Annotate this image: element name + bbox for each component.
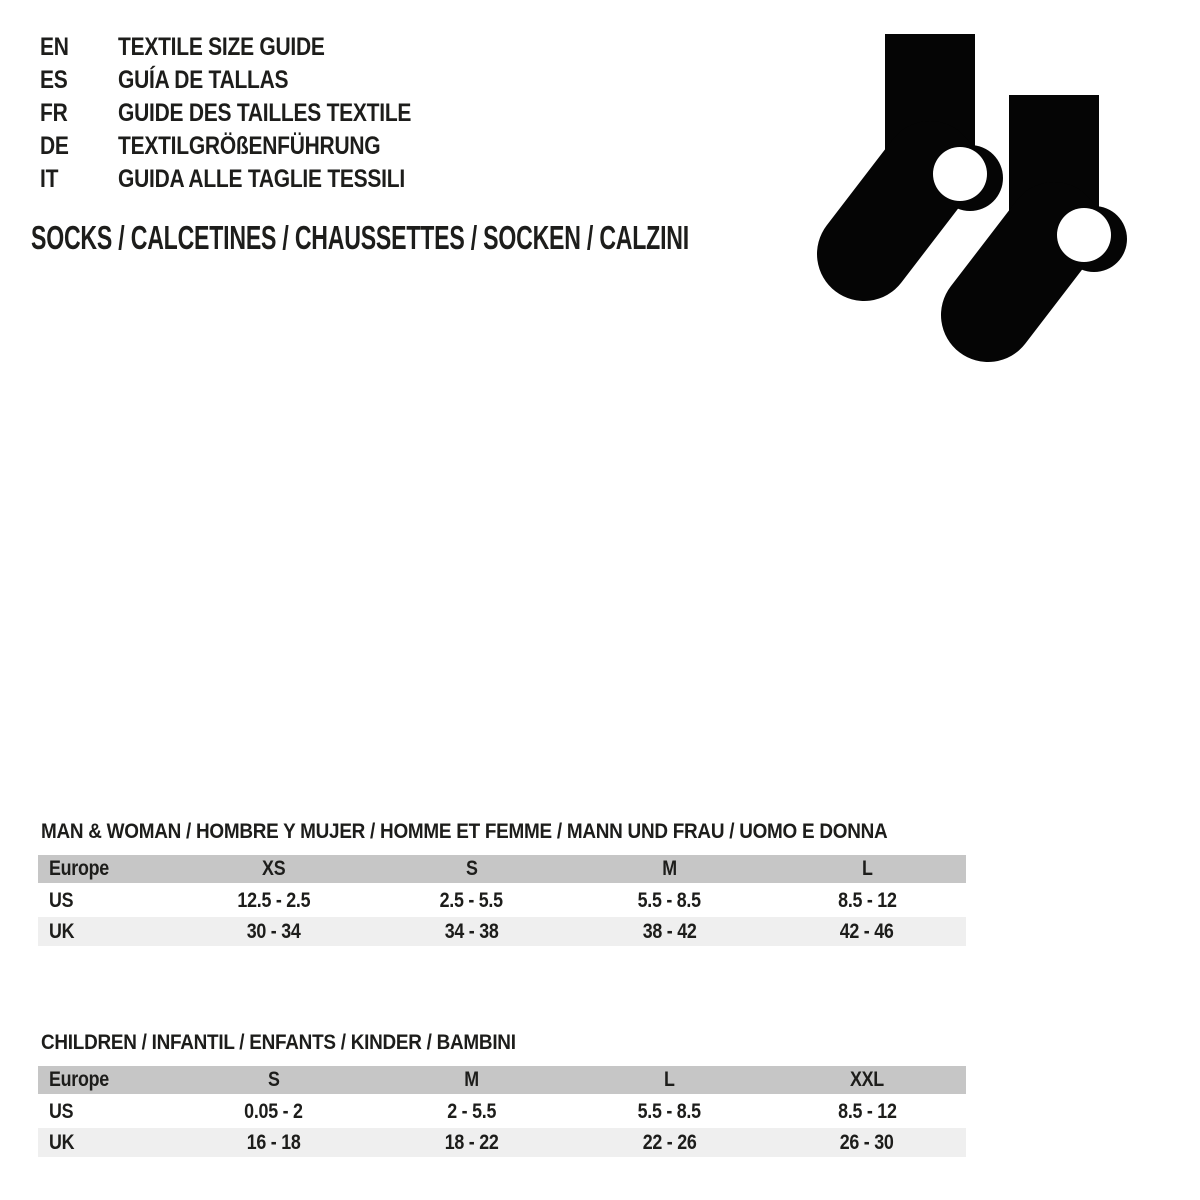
- language-row-es: [40, 64, 467, 97]
- size-cell: 8.5 - 12: [837, 888, 897, 912]
- language-row-fr: [40, 97, 467, 130]
- size-table-children: [38, 1066, 966, 1157]
- header-cell-region: Europe: [49, 857, 109, 880]
- language-label: TEXTILE SIZE GUIDE: [118, 33, 325, 61]
- header-cell-size: S: [465, 857, 478, 880]
- language-code: IT: [40, 165, 59, 193]
- header-cell-size: M: [464, 1068, 479, 1091]
- size-cell: 2.5 - 5.5: [440, 888, 504, 912]
- header-cell-size: M: [662, 857, 677, 880]
- header-cell-size: L: [861, 857, 873, 880]
- language-code: FR: [40, 99, 68, 127]
- header-cell-size: S: [268, 1068, 280, 1091]
- language-label: GUIDE DES TAILLES TEXTILE: [118, 99, 412, 127]
- table-header-row: [38, 1066, 966, 1094]
- size-cell: 0.05 - 2: [244, 1099, 304, 1123]
- row-label: UK: [49, 1130, 75, 1154]
- size-cell: 38 - 42: [642, 919, 697, 943]
- table-row-uk: [38, 917, 966, 946]
- size-cell: 5.5 - 8.5: [637, 888, 701, 912]
- size-table-adults: [38, 855, 966, 946]
- size-cell: 22 - 26: [642, 1130, 697, 1154]
- category-title: SOCKS / CALCETINES / CHAUSSETTES / SOCKEN / CALZINI: [31, 218, 689, 256]
- table-row-us: [38, 886, 966, 915]
- size-cell: 5.5 - 8.5: [637, 1099, 701, 1123]
- size-cell: 16 - 18: [246, 1130, 301, 1154]
- language-row-it: [40, 163, 467, 196]
- header-cell-region: Europe: [49, 1068, 109, 1091]
- size-cell: 30 - 34: [246, 919, 301, 943]
- adults-size-section: [38, 819, 966, 946]
- sock-shape-right: [988, 95, 1127, 315]
- language-code: DE: [40, 132, 69, 160]
- size-cell: 42 - 46: [840, 919, 895, 943]
- row-label: UK: [49, 919, 75, 943]
- language-code: EN: [40, 33, 69, 61]
- language-label: TEXTILGRÖßENFÜHRUNG: [118, 132, 381, 160]
- row-label: US: [49, 1099, 74, 1123]
- row-label: US: [49, 888, 74, 912]
- language-row-en: [40, 31, 467, 64]
- size-cell: 2 - 5.5: [447, 1099, 497, 1123]
- children-size-section: [38, 1030, 966, 1157]
- size-cell: 12.5 - 2.5: [237, 888, 311, 912]
- table-row-uk: [38, 1128, 966, 1157]
- table-row-us: [38, 1097, 966, 1126]
- table-header-row: [38, 855, 966, 883]
- language-code: ES: [40, 66, 68, 94]
- header-cell-size: XS: [262, 857, 286, 880]
- size-cell: 34 - 38: [444, 919, 499, 943]
- size-cell: 8.5 - 12: [837, 1099, 897, 1123]
- language-label: GUÍA DE TALLAS: [118, 66, 289, 94]
- socks-icon: [800, 34, 1135, 366]
- language-guide-list: [40, 31, 467, 196]
- header-cell-size: L: [664, 1068, 675, 1091]
- language-label: GUIDA ALLE TAGLIE TESSILI: [118, 165, 405, 193]
- adults-table-title: MAN & WOMAN / HOMBRE Y MUJER / HOMME ET FEMME / MANN UND FRAU / UOMO E DONNA: [41, 819, 888, 843]
- size-cell: 26 - 30: [840, 1130, 895, 1154]
- children-table-title: CHILDREN / INFANTIL / ENFANTS / KINDER / BAMBINI: [41, 1030, 516, 1054]
- language-row-de: [40, 130, 467, 163]
- size-cell: 18 - 22: [444, 1130, 499, 1154]
- sock-shape-left: [864, 34, 1003, 254]
- header-cell-size: XXL: [850, 1068, 885, 1091]
